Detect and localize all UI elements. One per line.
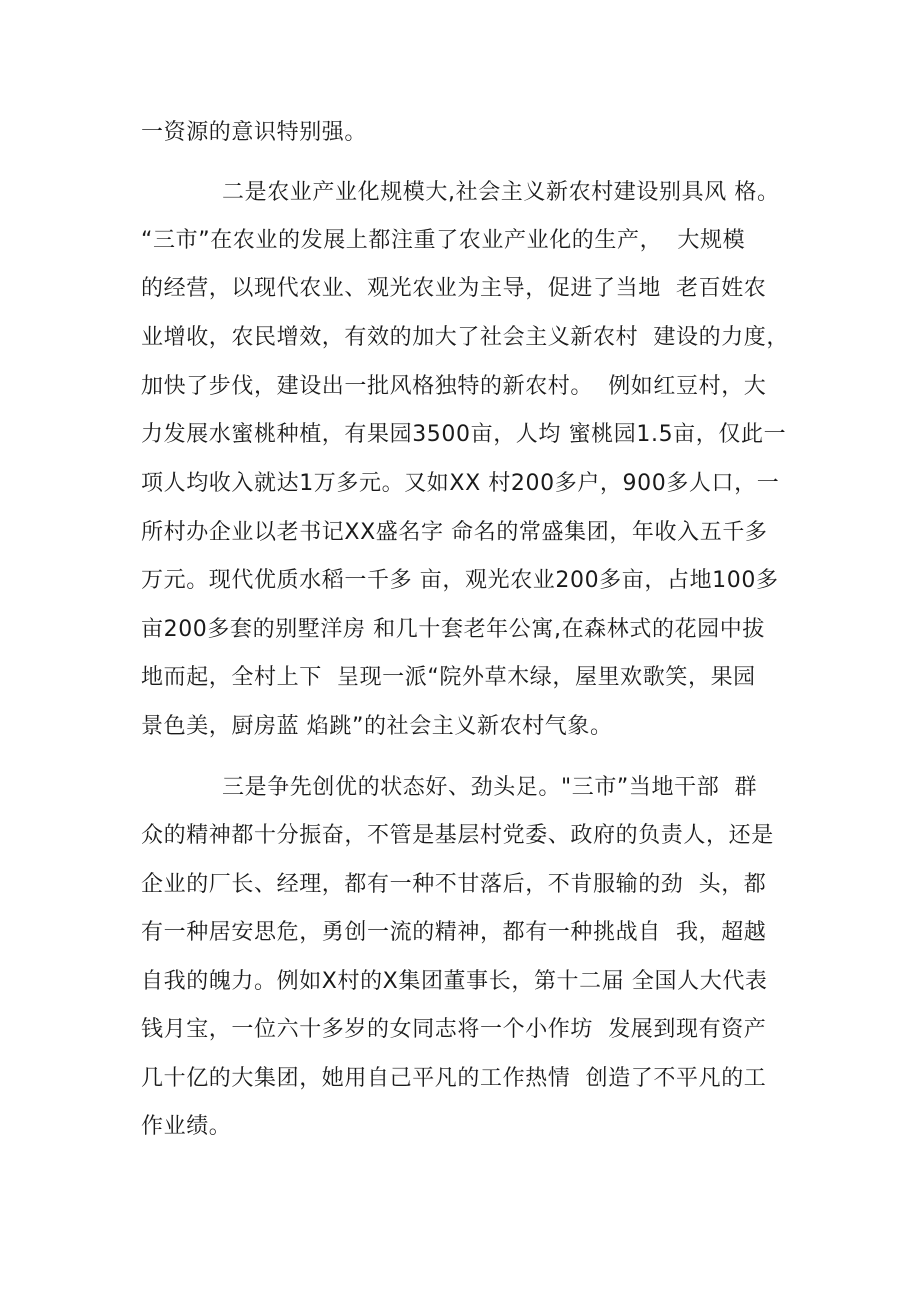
text-line: 自我的魄力。例如X村的X集团董事长，第十二届 全国人大代表 xyxy=(141,969,768,994)
text-line: 业增收，农民增效，有效的加大了社会主义新农村 建设的力度， xyxy=(141,325,789,350)
text-line: 力发展水蜜桃种植，有果园3500亩，人均 蜜桃园1.5亩，仅此一 xyxy=(141,422,787,447)
text-line: 作业绩。 xyxy=(141,1114,232,1139)
text-line: 众的精神都十分振奋，不管是基层村党委、政府的负责人，还是 xyxy=(141,823,774,848)
paragraph-first-line: 二是农业产业化规模大,社会主义新农村建设别具风 格。 xyxy=(222,180,780,205)
text-line: 万元。现代优质水稻一千多 亩，观光农业200多亩，占地100多 xyxy=(141,568,779,593)
text-line: “三市”在农业的发展上都注重了农业产业化的生产， 大规模 xyxy=(141,228,746,253)
text-line: 钱月宝，一位六十多岁的女同志将一个小作坊 发展到现有资产 xyxy=(141,1017,767,1042)
paragraph-first-line: 三是争先创优的状态好、劲头足。"三市”当地干部 群 xyxy=(222,775,758,800)
text-line: 项人均收入就达1万多元。又如XX 村200多户，900多人口，一 xyxy=(141,471,780,496)
text-line: 企业的厂长、经理，都有一种不甘落后，不肯服输的劲 头，都 xyxy=(141,872,767,897)
text-line: 有一种居安思危，勇创一流的精神，都有一种挑战自 我，超越 xyxy=(141,920,767,945)
text-line: 几十亿的大集团，她用自己平凡的工作热情 创造了不平凡的工 xyxy=(141,1066,767,1091)
text-line: 加快了步伐，建设出一批风格独特的新农村。 例如红豆村，大 xyxy=(141,374,767,399)
text-line: 的经营，以现代农业、观光农业为主导，促进了当地 老百姓农 xyxy=(141,276,767,301)
text-line: 景色美，厨房蓝 焰跳”的社会主义新农村气象。 xyxy=(141,714,613,739)
text-line: 亩200多套的别墅洋房 和几十套老年公寓,在森林式的花园中拔 xyxy=(141,617,765,642)
text-line: 所村办企业以老书记XX盛名字 命名的常盛集团，年收入五千多 xyxy=(141,520,768,545)
text-line: 地而起，全村上下 呈现一派“院外草木绿，屋里欢歌笑，果园 xyxy=(141,665,756,690)
text-line: 一资源的意识特别强。 xyxy=(141,120,368,145)
